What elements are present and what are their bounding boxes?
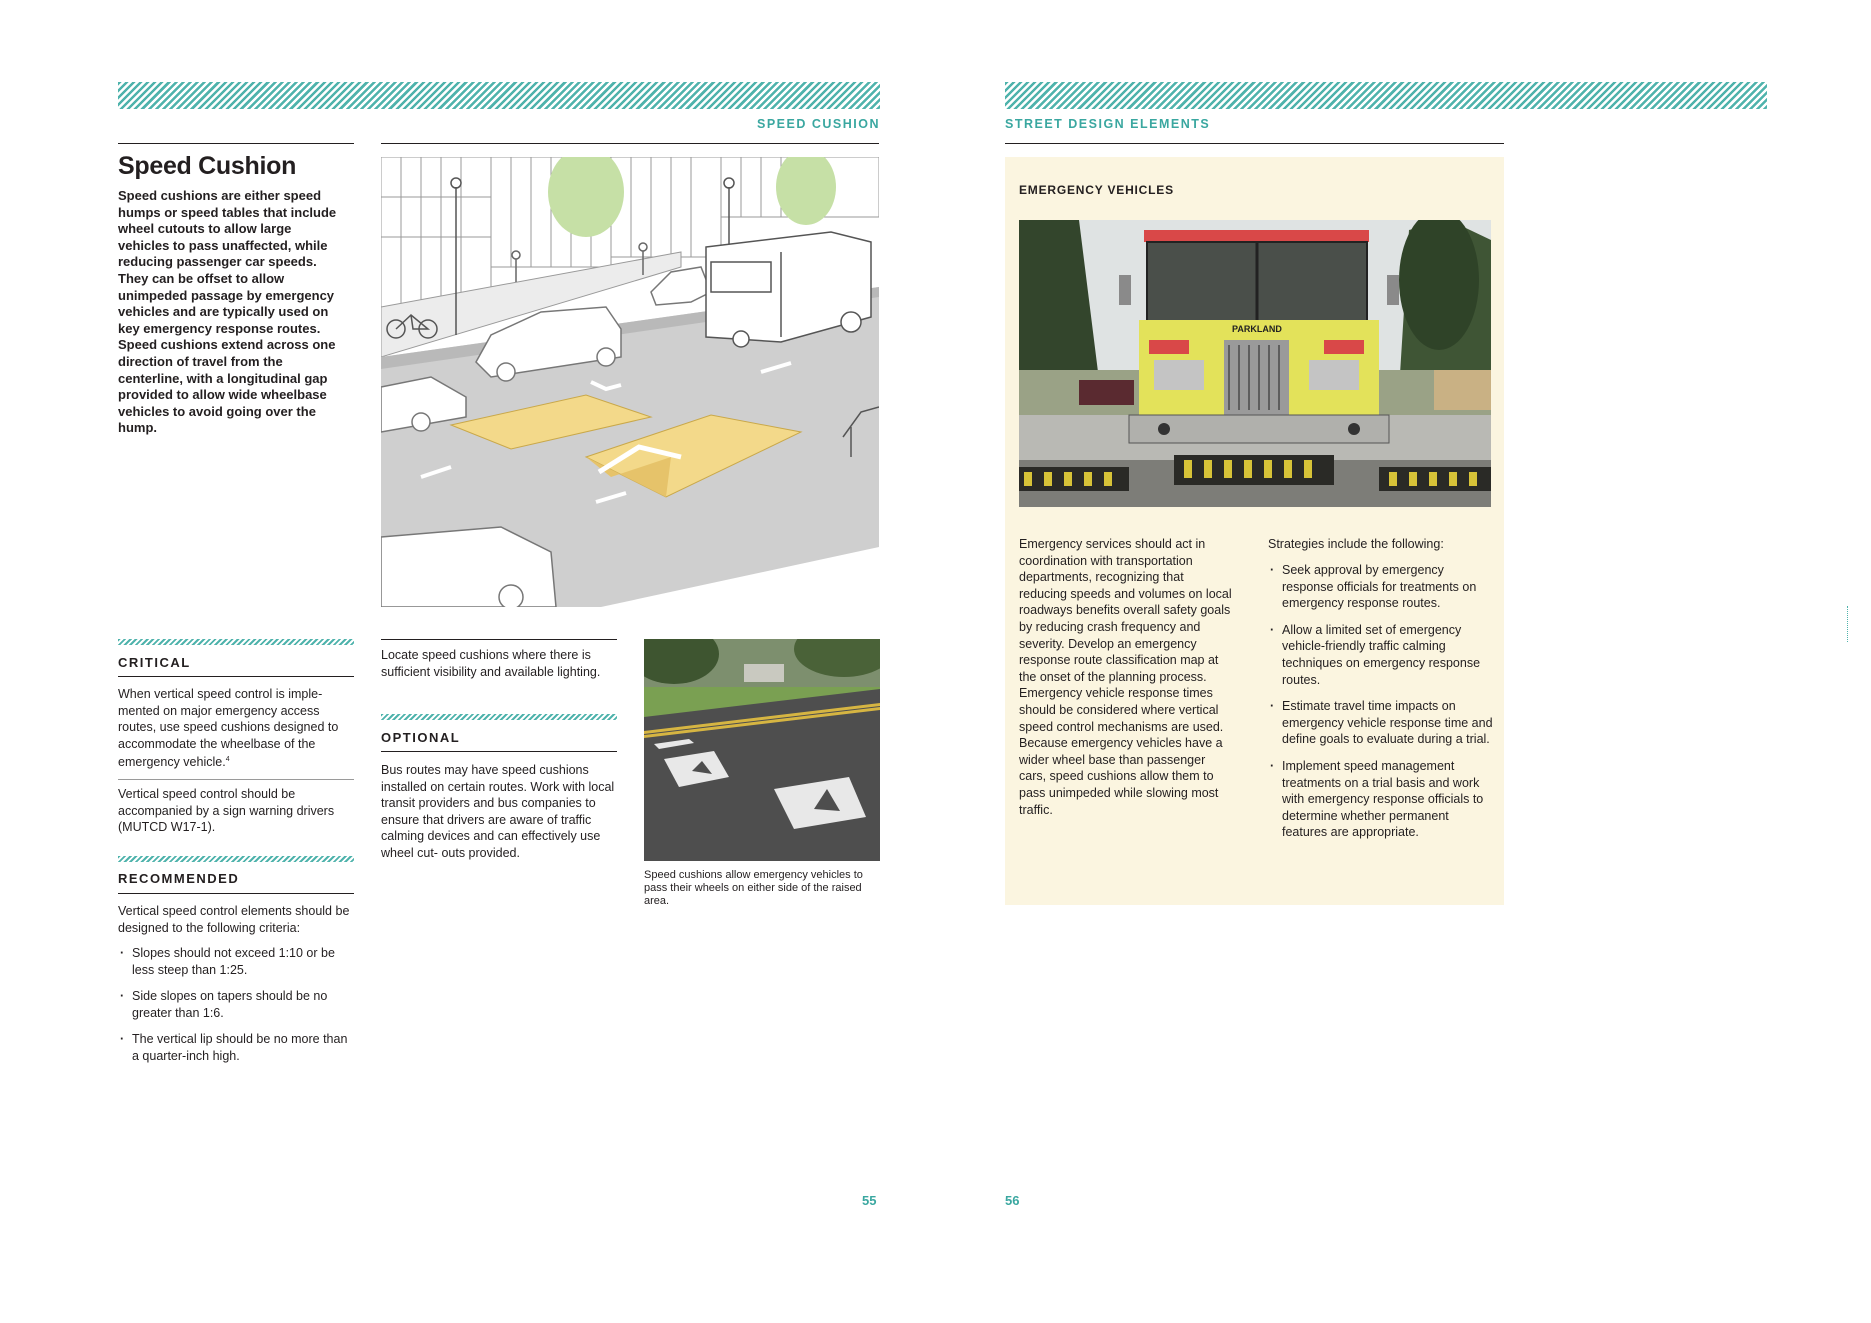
optional-heading: OPTIONAL <box>381 730 461 745</box>
speed-cushion-illustration <box>381 157 879 607</box>
list-item: · Estimate travel time impacts on emergency vehicle response time and define goals to evaluate during a trial. <box>1268 698 1493 748</box>
critical-paragraph-1 <box>118 686 354 771</box>
running-head-right: STREET DESIGN ELEMENTS <box>1005 117 1211 131</box>
recommended-rule <box>118 893 354 894</box>
margin-marker <box>1847 606 1848 642</box>
list-item: · Implement speed management treatments on a trial basis and work with emergency response officials to determine whether permanent features are appropriate. <box>1268 758 1493 841</box>
illustration-rule <box>381 143 879 144</box>
optional-paragraph: Bus routes may have speed cushions installed on certain routes. Work with local transit providers and bus companies to ensure that drivers are aware of traffic calming devices and can effectively use wheel cut- outs provided. <box>381 763 615 860</box>
list-item: · The vertical lip should be no more than a quarter-inch high. <box>118 1031 354 1064</box>
strategies-list <box>1268 562 1493 851</box>
recommended-hatch <box>118 856 354 862</box>
optional-rule <box>381 751 617 752</box>
recommended-heading: RECOMMENDED <box>118 871 240 886</box>
header-hatch-bar-right <box>1005 82 1767 109</box>
visibility-paragraph: Locate speed cushions where there is sufficient visibility and available lighting. <box>381 648 601 679</box>
strategies-intro: Strategies include the following: <box>1268 537 1444 551</box>
footnote-marker: 4 <box>225 756 230 764</box>
title-rule <box>118 143 354 144</box>
right-rule <box>1005 143 1504 144</box>
middle-rule <box>381 639 617 640</box>
photo-caption: Speed cushions allow emergency vehicles to pass their wheels on either side of the raised area. <box>644 869 863 908</box>
fire-truck-photo <box>1019 220 1491 507</box>
header-hatch-bar-left <box>118 82 880 109</box>
list-item: · Allow a limited set of emergency vehicle-friendly traffic calming techniques on emergency response routes. <box>1268 622 1493 688</box>
critical-paragraph-2: Vertical speed control should be accompanied by a sign warning drivers (MUTCD W17-1). <box>118 787 335 835</box>
critical-rule <box>118 676 354 677</box>
intro-paragraph: Speed cushions are either speed humps or speed tables that include wheel cutouts to allow large vehicles to pass unaffected, while reducing passenger car speeds. They can be offset to allow unimpeded passage by emergency vehicles and are typically used on key emergency response routes. Speed cushions extend across one direction of travel from the centerline, with a longitudinal gap provided to allow wide wheelbase vehicles to avoid going over the hump. <box>118 188 337 436</box>
page-number-left: 55 <box>862 1193 877 1208</box>
list-item: · Slopes should not exceed 1:10 or be less steep than 1:25. <box>118 945 354 978</box>
recommended-list <box>118 945 354 1075</box>
list-item: · Side slopes on tapers should be no greater than 1:6. <box>118 988 354 1021</box>
speed-cushion-photo <box>644 639 880 861</box>
optional-hatch <box>381 714 617 720</box>
recommended-intro: Vertical speed control elements should be designed to the following criteria: <box>118 904 350 935</box>
page-title: Speed Cushion <box>118 152 297 180</box>
critical-hatch <box>118 639 354 645</box>
panel-heading: EMERGENCY VEHICLES <box>1019 183 1174 197</box>
running-head-left: SPEED CUSHION <box>757 117 880 131</box>
critical-para1-text: When vertical speed control is imple- mented on major emergency access routes, use speed cushions designed to accommodate the wheelbase of the emergency vehicle. <box>118 687 339 770</box>
truck-label: PARKLAND <box>1232 324 1282 334</box>
critical-heading: CRITICAL <box>118 655 191 670</box>
emergency-paragraph: Emergency services should act in coordination with transportation departments, recognizing that reducing speeds and volumes on local roadways benefits overall safety goals by reducing crash frequency and severity. Develop an emergency response route classification map at the onset of the planning process. Emergency vehicle response times should be considered where vertical speed control mechanisms are used. Because emergency vehicles have a wider wheel base than passenger cars, speed cushions allow them to pass unimpeded while slowing most traffic. <box>1019 537 1232 817</box>
list-item: · Seek approval by emergency response officials for treatments on emergency response routes. <box>1268 562 1493 612</box>
critical-divider <box>118 779 354 780</box>
page-number-right: 56 <box>1005 1193 1020 1208</box>
